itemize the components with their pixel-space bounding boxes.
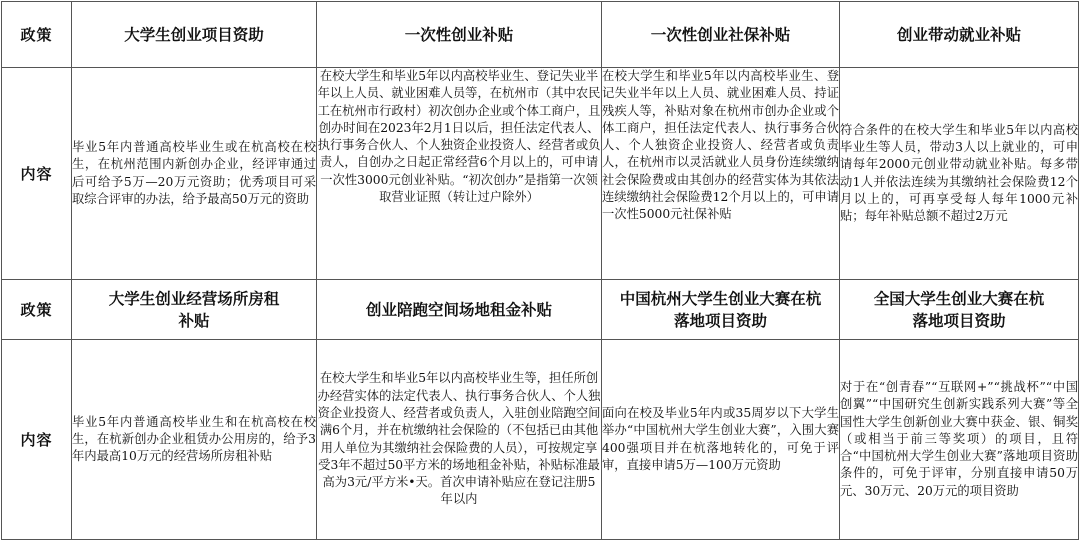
policy-table (1, 1, 1079, 540)
content-row-2 (2, 340, 1079, 540)
policy-title-text: 全国大学生创业大赛在杭落地项目资助 (873, 288, 1045, 330)
policy-title: 一次性创业社保补贴 (602, 2, 840, 68)
content-row-1 (2, 68, 1079, 280)
policy-title-text: 大学生创业经营场所房租补贴 (108, 288, 280, 330)
policy-title: 创业陪跑空间场地租金补贴 (317, 280, 602, 340)
policy-label: 政策 (2, 280, 72, 340)
header-row-1 (2, 2, 1079, 68)
policy-content: 毕业5年内普通高校毕业生或在杭高校在校生，在杭州范围内新创办企业，经评审通过后可给予5万—20万元资助；优秀项目可采取综合评审的办法，给予最高50万元的资助 (72, 68, 317, 280)
content-label: 内容 (2, 340, 72, 540)
policy-content: 在校大学生和毕业5年以内高校毕业生、登记失业半年以上人员、就业困难人员等，在杭州市（其中农民工在杭州市行政村）初次创办企业或个体工商户，且创办时间在2023年2月1日以后，担任法定代表人、执行事务合伙人、个人独资企业投资人、经营者或负责人，自创办之日起正常经营6个月以上的，可申请一次性3000元创业补贴。“初次创办”是指第一次领取营业证照（转让过户除外） (317, 68, 602, 280)
policy-title: 创业带动就业补贴 (840, 2, 1079, 68)
header-row-2 (2, 280, 1079, 340)
policy-title: 大学生创业项目资助 (72, 2, 317, 68)
policy-title (72, 280, 317, 340)
policy-title (602, 280, 840, 340)
policy-content: 在校大学生和毕业5年以内高校毕业生、登记失业半年以上人员、就业困难人员、持证残疾人等，补贴对象在杭州市创办企业或个体工商户，担任法定代表人、执行事务合伙人、个人独资企业投资人、经营者或负责人，在杭州市以灵活就业人员身份连续缴纳社会保险费或由其创办的经营实体为其依法连续缴纳社会保险费12个月以上的，可申请一次性5000元社保补贴 (602, 68, 840, 280)
policy-content: 毕业5年内普通高校毕业生和在杭高校在校生，在杭新创办企业租赁办公用房的，给予3年内最高10万元的经营场所房租补贴 (72, 340, 317, 540)
policy-title (840, 280, 1079, 340)
policy-title: 一次性创业补贴 (317, 2, 602, 68)
policy-content: 在校大学生和毕业5年以内高校毕业生等，担任所创办经营实体的法定代表人、执行事务合伙人、个人独资企业投资人、经营者或负责人，入驻创业陪跑空间满6个月，并在杭缴纳社会保险的（不包括已由其他用人单位为其缴纳社会保险费的人员），可按规定享受3年不超过50平方米的场地租金补贴，补贴标准最高为3元/平方米•天。首次申请补贴应在登记注册5年以内 (317, 340, 602, 540)
policy-content: 面向在校及毕业5年内或35周岁以下大学生举办“中国杭州大学生创业大赛”，入围大赛400强项目并在杭落地转化的，可免于评审，直接申请5万—100万元资助 (602, 340, 840, 540)
content-label: 内容 (2, 68, 72, 280)
policy-title-text: 中国杭州大学生创业大赛在杭落地项目资助 (619, 288, 822, 330)
policy-content: 对于在“创青春”“互联网+”“挑战杯”“中国创翼”“中国研究生创新实践系列大赛”等全国性大学生创新创业大赛中获金、银、铜奖（或相当于前三等奖项）的项目，且符合“中国杭州大学生创业大赛”落地项目资助条件的，可免于评审，分别直接申请50万元、30万元、20万元的项目资助 (840, 340, 1079, 540)
policy-label: 政策 (2, 2, 72, 68)
policy-content: 符合条件的在校大学生和毕业5年以内高校毕业生等人员，带动3人以上就业的，可申请每年2000元创业带动就业补贴。每多带动1人并依法连续为其缴纳社会保险费12个月以上的，可再享受每人每年1000元补贴；每年补贴总额不超过2万元 (840, 68, 1079, 280)
